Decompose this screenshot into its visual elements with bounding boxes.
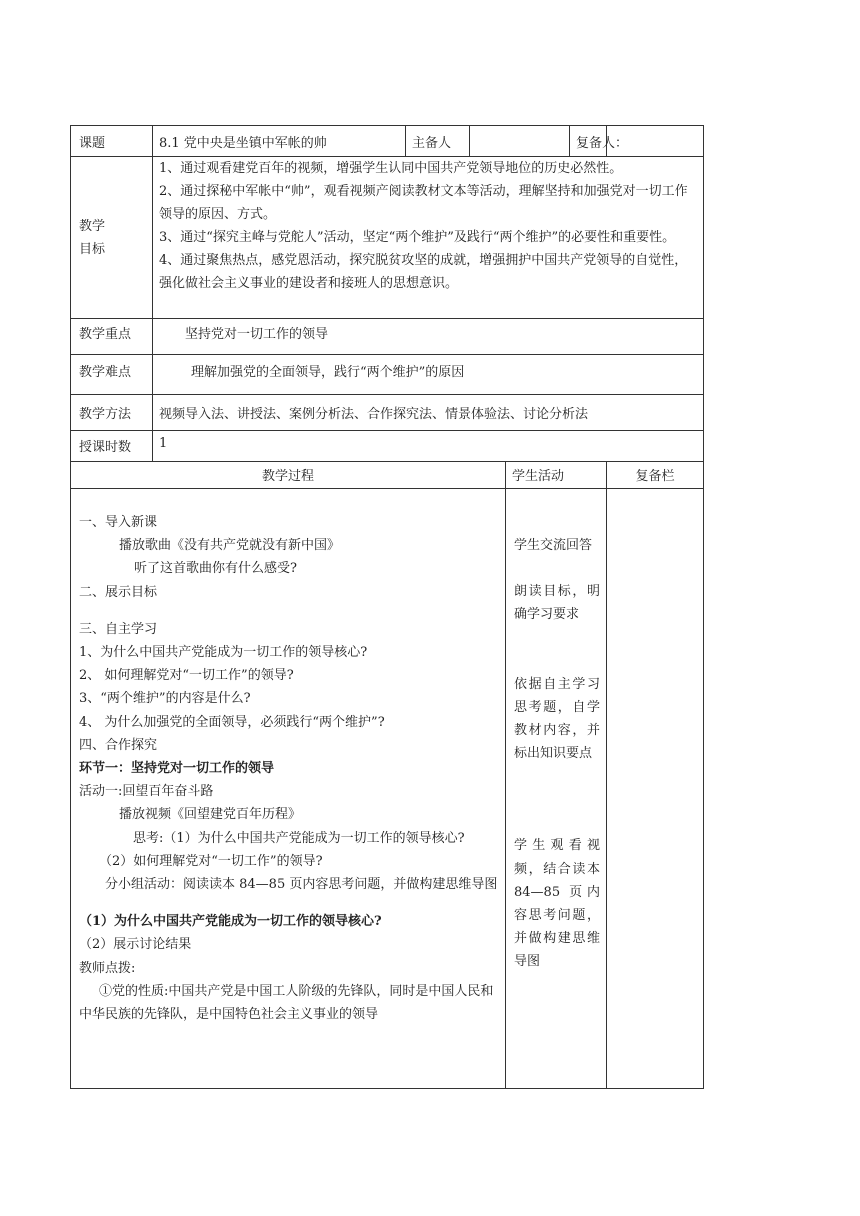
key-point-value-cell [153, 319, 704, 355]
self-study-q3: 3、“两个维护”的内容是什么? [79, 691, 251, 707]
student-gap-4 [514, 765, 600, 788]
method-label [71, 395, 153, 431]
topic-label [71, 126, 153, 157]
group-activity: 分小组活动：阅读读本 84—85 页内容思考问题，并做构建思维导图 [105, 877, 498, 893]
student-gap-3 [514, 650, 600, 673]
method-value: 视频导入法、讲授法、案例分析法、合作探究法、情景体验法、讨论分析法 [159, 407, 589, 422]
hours-label [71, 431, 153, 462]
student-gap-1 [514, 557, 600, 580]
preparer-value-cell [470, 126, 570, 157]
section-cooperate: 四、合作探究 [79, 737, 158, 753]
self-study-q2: 2、 如何理解党对“一切工作”的领导? [79, 668, 294, 684]
teacher-guidance: 教师点拨: [79, 960, 136, 976]
review-header [607, 462, 704, 489]
difficulty-row [71, 355, 704, 395]
preparer-label-cell [406, 126, 470, 157]
method-label-text: 教学方法 [79, 407, 132, 422]
key-point-label-text: 教学重点 [79, 327, 132, 342]
student-activity-3: 依据自主学习思考题，自学教材内容，并标出知识要点 [514, 676, 600, 762]
goal-item-2: 2、通过探秘中军帐中“帅”，观看视频产阅读教材文本等活动，理解坚持和加强党对一切工作领导的原因、方式。 [159, 184, 688, 222]
process-body-row [71, 489, 704, 1089]
goals-content [153, 157, 704, 319]
goals-label-line1: 教学 [79, 218, 106, 234]
method-value-cell [153, 395, 704, 431]
blank-line [79, 604, 499, 618]
topic-label-text: 课题 [79, 135, 106, 151]
bold-question: （1）为什么中国共产党能成为一切工作的领导核心? [79, 914, 382, 930]
process-header-text: 教学过程 [261, 469, 314, 484]
student-gap-6 [514, 811, 600, 834]
topic-value: 8.1 党中央是坐镇中军帐的帅 [159, 135, 327, 151]
goals-label-line2: 目标 [79, 241, 106, 257]
difficulty-label [71, 355, 153, 395]
copreparer-label: 复备人： [576, 135, 629, 151]
review-header-text: 复备栏 [635, 469, 675, 484]
link-one-heading: 环节一：坚持党对一切工作的领导 [79, 761, 275, 777]
student-header [506, 462, 607, 489]
student-gap-5 [514, 788, 600, 811]
section-goals: 二、展示目标 [79, 584, 158, 600]
activity-one: 活动一:回望百年奋斗路 [79, 784, 214, 800]
student-activity-2: 朗读目标，明确学习要求 [514, 584, 600, 623]
lesson-plan-document [70, 125, 703, 1089]
process-header-row [71, 462, 704, 489]
section-self-study: 三、自主学习 [79, 621, 158, 637]
method-row [71, 395, 704, 431]
difficulty-value: 理解加强党的全面领导，践行“两个维护”的原因 [191, 365, 465, 380]
process-header [71, 462, 506, 489]
student-activity-4: 学生观看视频，结合读本 84—85 页内容思考问题，并做构建思维导图 [514, 838, 600, 970]
key-point-label [71, 319, 153, 355]
show-results: （2）展示讨论结果 [79, 937, 192, 953]
student-activity-1: 学生交流回答 [514, 538, 593, 553]
difficulty-label-text: 教学难点 [79, 365, 132, 380]
intro-song: 播放歌曲《没有共产党就没有新中国》 [119, 538, 341, 554]
hours-value: 1 [159, 436, 168, 451]
student-activity-content [506, 489, 607, 1089]
party-nature: ①党的性质:中国共产党是中国工人阶级的先锋队，同时是中国人民和中华民族的先锋队，是中国特色社会主义事业的领导 [79, 983, 494, 1023]
think-question-1: 思考:（1）为什么中国共产党能成为一切工作的领导核心? [133, 830, 465, 846]
student-header-text: 学生活动 [512, 469, 565, 484]
intro-question: 听了这首歌曲你有什么感受? [134, 561, 297, 577]
self-study-q4: 4、 为什么加强党的全面领导，必须践行“两个维护”? [79, 714, 385, 730]
process-content [71, 489, 506, 1089]
topic-value-cell [153, 126, 406, 157]
hours-value-cell [153, 431, 704, 462]
think-question-2: （2）如何理解党对“一切工作”的领导? [99, 853, 323, 869]
hours-label-text: 授课时数 [79, 440, 132, 455]
blank-line-2 [79, 896, 499, 910]
goals-row [71, 157, 704, 319]
video-note: 播放视频《回望建党百年历程》 [119, 807, 302, 823]
goals-label [71, 157, 153, 319]
section-intro: 一、导入新课 [79, 515, 158, 530]
copreparer-label-cell [570, 126, 629, 157]
hours-row [71, 431, 704, 462]
goal-item-3: 3、通过“探究主峰与党舵人”活动，坚定“两个维护”及践行“两个维护”的必要性和重要性。 [159, 230, 676, 245]
lesson-plan-table [70, 125, 704, 1089]
student-gap-2 [514, 627, 600, 650]
header-row [71, 126, 704, 157]
preparer-label: 主备人 [412, 135, 452, 151]
review-content [607, 489, 704, 1089]
difficulty-value-cell [153, 355, 704, 395]
key-point-value: 坚持党对一切工作的领导 [185, 327, 329, 342]
key-point-row [71, 319, 704, 355]
goal-item-4: 4、通过聚焦热点，感党恩活动，探究脱贫攻坚的成就，增强拥护中国共产党领导的自觉性，强化做社会主义事业的建设者和接班人的思想意识。 [159, 253, 688, 291]
goal-item-1: 1、通过观看建党百年的视频，增强学生认同中国共产党领导地位的历史必然性。 [159, 161, 623, 176]
self-study-q1: 1、为什么中国共产党能成为一切工作的领导核心? [79, 645, 368, 661]
